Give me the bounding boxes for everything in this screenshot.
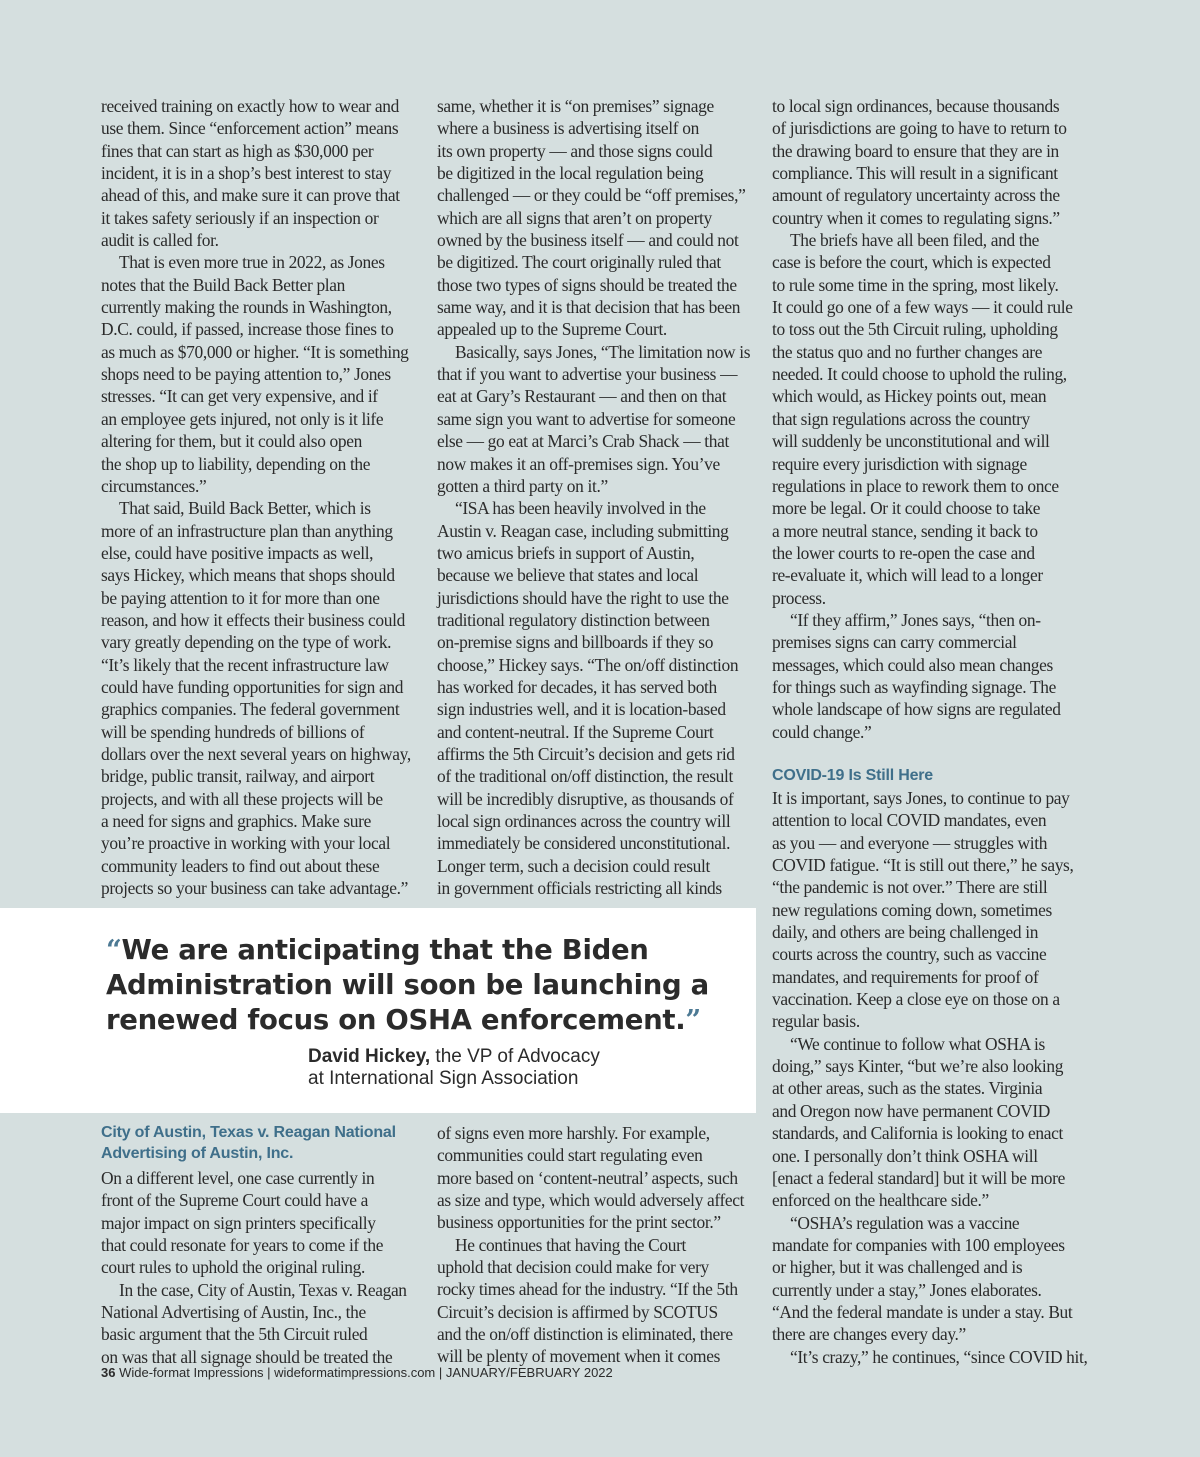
text-line: re-evaluate it, which will lead to a longer: [772, 565, 1043, 586]
text-line: projects, and with all these projects will be: [101, 788, 383, 809]
text-line: “the pandemic is not over.” There are still: [772, 877, 1048, 898]
text-line: regulations in place to rework them to once: [772, 475, 1059, 496]
text-line: stresses. “It can get very expensive, and if: [101, 386, 378, 407]
text-line: could change.”: [772, 721, 872, 742]
text-line: be digitized in the local regulation being: [437, 163, 704, 184]
text-line: gotten a third party on it.”: [437, 475, 608, 496]
text-line: Basically, says Jones, “The limitation now is: [455, 341, 751, 362]
text-line: altering for them, but it could also open: [101, 431, 362, 452]
text-line: has worked for decades, it has served both: [437, 676, 717, 697]
text-line: That said, Build Back Better, which is: [119, 498, 371, 519]
text-line: amount of regulatory uncertainty across the: [772, 185, 1060, 206]
text-line: rocky times ahead for the industry. “If the 5th: [437, 1279, 738, 1300]
text-line: else, could have positive impacts as well,: [101, 542, 374, 563]
text-line: will suddenly be unconstitutional and will: [772, 431, 1050, 452]
text-line: major impact on sign printers specifically: [101, 1212, 376, 1233]
text-line: Circuit’s decision is affirmed by SCOTUS: [437, 1301, 718, 1322]
attribution-role: the VP of Advocacy: [430, 1046, 600, 1067]
text-line: fines that can start as high as $30,000 per: [101, 140, 374, 161]
text-line: and Oregon now have permanent COVID: [772, 1100, 1050, 1121]
attribution-org: at International Sign Association: [308, 1068, 579, 1089]
text-line: incident, it is in a shop’s best interest to stay: [101, 163, 392, 184]
text-line: “And the federal mandate is under a stay. But: [772, 1301, 1073, 1322]
text-line: that if you want to advertise your business —: [437, 364, 738, 385]
column-1-top: [101, 95, 431, 899]
text-line: Longer term, such a decision could result: [437, 855, 710, 876]
text-line: more be legal. Or it could choose to take: [772, 498, 1041, 519]
text-line: case is before the court, which is expected: [772, 252, 1051, 273]
text-line: process.: [772, 587, 826, 608]
attribution-name: David Hickey,: [308, 1046, 431, 1067]
column-3-covid: [772, 787, 1088, 1368]
text-line: projects so your business can take advantage.”: [101, 878, 408, 899]
text-line: of the traditional on/off distinction, the result: [437, 766, 733, 787]
text-line: as you — and everyone — struggles with: [772, 832, 1048, 853]
text-line: [enact a federal standard] but it will be more: [772, 1167, 1065, 1188]
text-line: use them. Since “enforcement action” means: [101, 118, 399, 139]
text-line: two amicus briefs in support of Austin,: [437, 542, 695, 563]
text-line: appealed up to the Supreme Court.: [437, 319, 667, 340]
text-line: you’re proactive in working with your local: [101, 833, 391, 854]
text-line: country when it comes to regulating signs.”: [772, 207, 1060, 228]
pull-quote-line: Administration will soon be launching a: [106, 969, 709, 1001]
column-1-bottom: [101, 1167, 431, 1368]
column-2-top: [437, 95, 767, 899]
text-line: its own property — and those signs could: [437, 140, 713, 161]
text-line: “ISA has been heavily involved in the: [455, 498, 706, 519]
text-line: D.C. could, if passed, increase those fines to: [101, 319, 394, 340]
column-2-bottom: [437, 1122, 767, 1368]
text-line: to rule some time in the spring, most likely.: [772, 274, 1059, 295]
text-line: National Advertising of Austin, Inc., the: [101, 1302, 366, 1323]
pull-quote: [0, 908, 756, 1113]
page-footer: [101, 1365, 613, 1380]
text-line: require every jurisdiction with signage: [772, 453, 1027, 474]
text-line: now makes it an off-premises sign. You’ve: [437, 453, 720, 474]
text-line: “We continue to follow what OSHA is: [790, 1033, 1045, 1054]
text-line: messages, which could also mean changes: [772, 654, 1053, 675]
text-line: on was that all signage should be treated the: [101, 1346, 393, 1367]
text-line: circumstances.”: [101, 475, 207, 496]
text-line: more based on ‘content-neutral’ aspects, such: [437, 1167, 738, 1188]
text-line: that could resonate for years to come if the: [101, 1235, 384, 1256]
text-line: to toss out the 5th Circuit ruling, upholding: [772, 319, 1058, 340]
text-line: “OSHA’s regulation was a vaccine: [790, 1212, 1020, 1233]
text-line: reason, and how it effects their business could: [101, 609, 405, 630]
text-line: graphics companies. The federal government: [101, 699, 400, 720]
text-line: else — go eat at Marci’s Crab Shack — that: [437, 431, 729, 452]
pull-quote-line: We are anticipating that the Biden: [121, 934, 649, 966]
text-line: or higher, but it was challenged and is: [772, 1257, 1023, 1278]
text-line: to local sign ordinances, because thousands: [772, 96, 1060, 116]
text-line: audit is called for.: [101, 230, 219, 251]
text-line: “It’s likely that the recent infrastructure law: [101, 654, 389, 675]
text-line: It could go one of a few ways — it could rule: [772, 297, 1073, 318]
text-line: ahead of this, and make sure it can prove that: [101, 185, 400, 206]
open-quote-mark: “: [106, 934, 122, 966]
text-line: It is important, says Jones, to continue to pay: [772, 788, 1070, 808]
text-line: dollars over the next several years on highway,: [101, 743, 411, 764]
text-line: it takes safety seriously if an inspection or: [101, 207, 379, 228]
page-number: 36: [101, 1365, 116, 1380]
text-line: as much as $70,000 or higher. “It is something: [101, 341, 409, 362]
text-line: choose,” Hickey says. “The on/off distinction: [437, 654, 739, 675]
text-line: received training on exactly how to wear and: [101, 96, 399, 116]
text-line: challenged — or they could be “off premises,”: [437, 185, 746, 206]
text-line: vary greatly depending on the type of work.: [101, 632, 392, 653]
text-line: Austin v. Reagan case, including submitting: [437, 520, 729, 541]
text-line: eat at Gary’s Restaurant — and then on that: [437, 386, 727, 407]
text-line: in government officials restricting all kinds: [437, 878, 722, 899]
austin-case-heading: [101, 1122, 396, 1164]
text-line: vaccination. Keep a close eye on those on a: [772, 989, 1060, 1010]
text-line: same, whether it is “on premises” signage: [437, 96, 714, 116]
text-line: there are changes every day.”: [772, 1324, 966, 1345]
text-line: “If they affirm,” Jones says, “then on-: [790, 609, 1041, 630]
text-line: of signs even more harshly. For example,: [437, 1123, 710, 1143]
text-line: because we believe that states and local: [437, 565, 699, 586]
text-line: and the on/off distinction is eliminated, there: [437, 1324, 733, 1345]
text-line: COVID fatigue. “It is still out there,” he says,: [772, 855, 1074, 876]
text-line: currently under a stay,” Jones elaborates.: [772, 1279, 1042, 1300]
text-line: immediately be considered unconstitutional.: [437, 833, 731, 854]
text-line: courts across the country, such as vaccine: [772, 944, 1047, 965]
text-line: He continues that having the Court: [455, 1234, 687, 1255]
text-line: says Hickey, which means that shops should: [101, 565, 395, 586]
text-line: basic argument that the 5th Circuit ruled: [101, 1324, 368, 1345]
text-line: a need for signs and graphics. Make sure: [101, 811, 371, 831]
pull-quote-text: [106, 933, 709, 1038]
text-line: same way, and it is that decision that has been: [437, 297, 741, 318]
text-line: which would, as Hickey points out, mean: [772, 386, 1047, 407]
text-line: new regulations coming down, sometimes: [772, 899, 1052, 920]
text-line: will be spending hundreds of billions of: [101, 721, 365, 742]
text-line: one. I personally don’t think OSHA will: [772, 1145, 1038, 1166]
text-line: that sign regulations across the country: [772, 408, 1030, 429]
text-line: mandate for companies with 100 employees: [772, 1234, 1065, 1255]
text-line: doing,” says Kinter, “but we’re also looking: [772, 1056, 1064, 1077]
text-line: traditional regulatory distinction between: [437, 609, 710, 630]
text-line: enforced on the healthcare side.”: [772, 1190, 989, 1211]
text-line: at other areas, such as the states. Virginia: [772, 1078, 1043, 1099]
text-line: local sign ordinances across the country will: [437, 811, 731, 831]
text-line: the shop up to liability, depending on the: [101, 453, 371, 474]
text-line: mandates, and requirements for proof of: [772, 966, 1039, 987]
text-line: for things such as wayfinding signage. The: [772, 676, 1056, 697]
heading-line: City of Austin, Texas v. Reagan National: [101, 1124, 396, 1141]
text-line: On a different level, one case currently in: [101, 1168, 375, 1188]
text-line: notes that the Build Back Better plan: [101, 274, 345, 295]
text-line: front of the Supreme Court could have a: [101, 1190, 368, 1211]
text-line: more of an infrastructure plan than anything: [101, 520, 393, 541]
text-line: That is even more true in 2022, as Jones: [119, 252, 385, 273]
text-line: sign industries well, and it is location-based: [437, 699, 726, 720]
text-line: will be incredibly disruptive, as thousands of: [437, 788, 734, 809]
text-line: regular basis.: [772, 1011, 860, 1032]
text-line: the drawing board to ensure that they are in: [772, 140, 1059, 161]
text-line: will be plenty of movement when it comes: [437, 1346, 721, 1367]
pull-quote-line: renewed focus on OSHA enforcement.: [106, 1004, 686, 1036]
text-line: the lower courts to re-open the case and: [772, 542, 1035, 563]
text-line: business opportunities for the print sector.”: [437, 1212, 721, 1233]
text-line: those two types of signs should be treated the: [437, 274, 737, 295]
text-line: which are all signs that aren’t on property: [437, 207, 712, 228]
text-line: premises signs can carry commercial: [772, 632, 1017, 653]
text-line: communities could start regulating even: [437, 1145, 703, 1166]
pull-quote-attribution: [308, 1046, 600, 1090]
text-line: affirms the 5th Circuit’s decision and gets rid: [437, 743, 735, 764]
text-line: uphold that decision could make for very: [437, 1257, 709, 1278]
text-line: “It’s crazy,” he continues, “since COVID hit,: [790, 1346, 1088, 1367]
text-line: same sign you want to advertise for someone: [437, 408, 736, 429]
close-quote-mark: ”: [685, 1004, 701, 1036]
text-line: standards, and California is looking to enact: [772, 1123, 1063, 1144]
text-line: shops need to be paying attention to,” Jones: [101, 364, 391, 385]
text-line: could have funding opportunities for sign and: [101, 676, 404, 697]
text-line: whole landscape of how signs are regulated: [772, 699, 1061, 720]
text-line: an employee gets injured, not only is it life: [101, 408, 384, 429]
text-line: the status quo and no further changes are: [772, 341, 1043, 362]
covid-heading: COVID-19 Is Still Here: [772, 767, 933, 784]
text-line: on-premise signs and billboards if they so: [437, 632, 714, 653]
column-3: [772, 95, 1102, 743]
text-line: daily, and others are being challenged in: [772, 922, 1039, 943]
text-line: In the case, City of Austin, Texas v. Reagan: [119, 1279, 407, 1300]
text-line: owned by the business itself — and could not: [437, 230, 739, 251]
text-line: court rules to uphold the original ruling.: [101, 1257, 365, 1278]
text-line: The briefs have all been filed, and the: [790, 230, 1040, 251]
text-line: as size and type, which would adversely affect: [437, 1190, 745, 1211]
footer-text: Wide-format Impressions | wideformatimpressions.com | JANUARY/FEBRUARY 2022: [115, 1365, 613, 1380]
text-line: of jurisdictions are going to have to return to: [772, 118, 1067, 139]
text-line: be digitized. The court originally ruled that: [437, 252, 721, 273]
text-line: compliance. This will result in a significant: [772, 163, 1058, 184]
text-line: attention to local COVID mandates, even: [772, 810, 1047, 831]
text-line: community leaders to find out about these: [101, 855, 380, 876]
text-line: and content-neutral. If the Supreme Court: [437, 721, 714, 742]
text-line: currently making the rounds in Washington,: [101, 297, 392, 318]
heading-line: Advertising of Austin, Inc.: [101, 1145, 294, 1162]
text-line: where a business is advertising itself on: [437, 118, 699, 139]
text-line: bridge, public transit, railway, and airport: [101, 766, 375, 787]
text-line: be paying attention to it for more than one: [101, 587, 380, 608]
text-line: jurisdictions should have the right to use the: [437, 587, 729, 608]
text-line: needed. It could choose to uphold the ruling,: [772, 364, 1067, 385]
text-line: a more neutral stance, sending it back to: [772, 520, 1038, 541]
